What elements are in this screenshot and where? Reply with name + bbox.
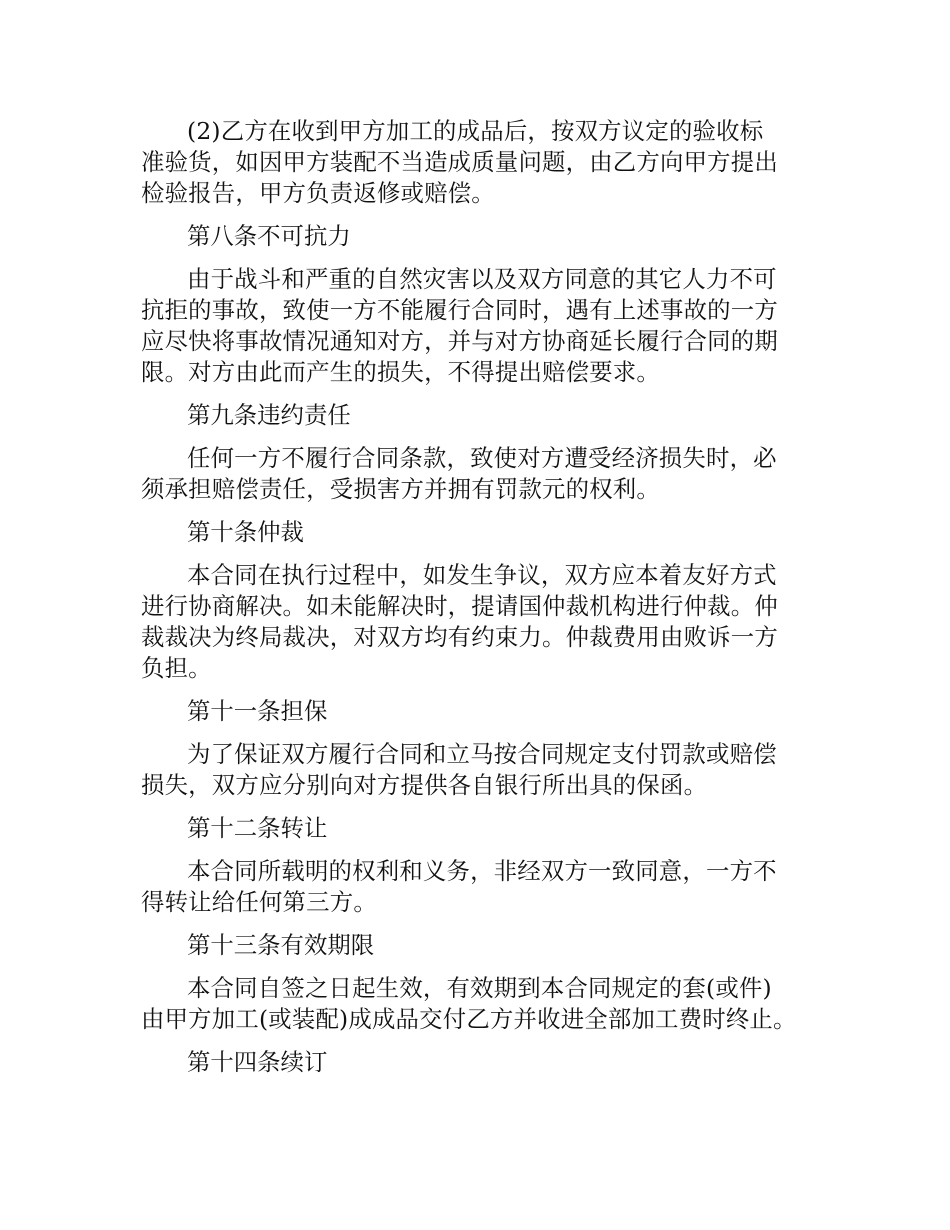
document-page: [141, 116, 841, 1090]
paragraph-acceptance: [141, 116, 841, 209]
article-heading-liability: 第九条违约责任: [187, 401, 351, 429]
article-heading-guarantee: 第十一条担保: [187, 697, 328, 725]
text-line: 应尽快将事故情况通知对方，并与对方协商延长履行合同的期: [141, 327, 778, 355]
paragraph-liability: [141, 443, 841, 505]
text-line: 由于战斗和严重的自然灾害以及双方同意的其它人力不可: [187, 265, 777, 293]
article-heading-validity: 第十三条有效期限: [187, 931, 375, 959]
text-line: 得转让给任何第三方。: [141, 888, 377, 916]
text-line: 进行协商解决。如未能解决时，提请国仲裁机构进行仲裁。仲: [141, 592, 778, 620]
text-line: 负担。: [141, 654, 212, 682]
paragraph-validity: [141, 973, 841, 1035]
text-line: 任何一方不履行合同条款，致使对方遭受经济损失时，必: [187, 444, 777, 472]
article-heading-renewal: 第十四条续订: [187, 1048, 328, 1076]
text-line: 限。对方由此而产生的损失，不得提出赔偿要求。: [141, 358, 660, 386]
text-line: 为了保证双方履行合同和立马按合同规定支付罚款或赔偿: [187, 740, 777, 768]
text-line: 须承担赔偿责任，受损害方并拥有罚款元的权利。: [141, 475, 660, 503]
text-line: 本合同所载明的权利和义务，非经双方一致同意，一方不: [187, 857, 777, 885]
text-line: 裁裁决为终局裁决，对双方均有约束力。仲裁费用由败诉一方: [141, 623, 778, 651]
article-heading-force-majeure: 第八条不可抗力: [187, 222, 351, 250]
paragraph-transfer: [141, 856, 841, 918]
text-line: (2)乙方在收到甲方加工的成品后，按双方议定的验收标: [187, 117, 764, 145]
text-line: 抗拒的事故，致使一方不能履行合同时，遇有上述事故的一方: [141, 296, 778, 324]
text-line: 检验报告，甲方负责返修或赔偿。: [141, 179, 495, 207]
text-line: 由甲方加工(或装配)成成品交付乙方并收进全部加工费时终止。: [141, 1005, 797, 1033]
paragraph-guarantee: [141, 739, 841, 801]
text-line: 损失，双方应分别向对方提供各自银行所出具的保函。: [141, 771, 708, 799]
article-heading-arbitration: 第十条仲裁: [187, 518, 304, 546]
paragraph-arbitration: [141, 560, 841, 684]
text-line: 本合同自签之日起生效，有效期到本合同规定的套(或件): [187, 974, 772, 1002]
paragraph-force-majeure: [141, 264, 841, 388]
text-line: 准验货，如因甲方装配不当造成质量问题，由乙方向甲方提出: [141, 148, 778, 176]
article-heading-transfer: 第十二条转让: [187, 814, 328, 842]
text-line: 本合同在执行过程中，如发生争议，双方应本着友好方式: [187, 561, 777, 589]
